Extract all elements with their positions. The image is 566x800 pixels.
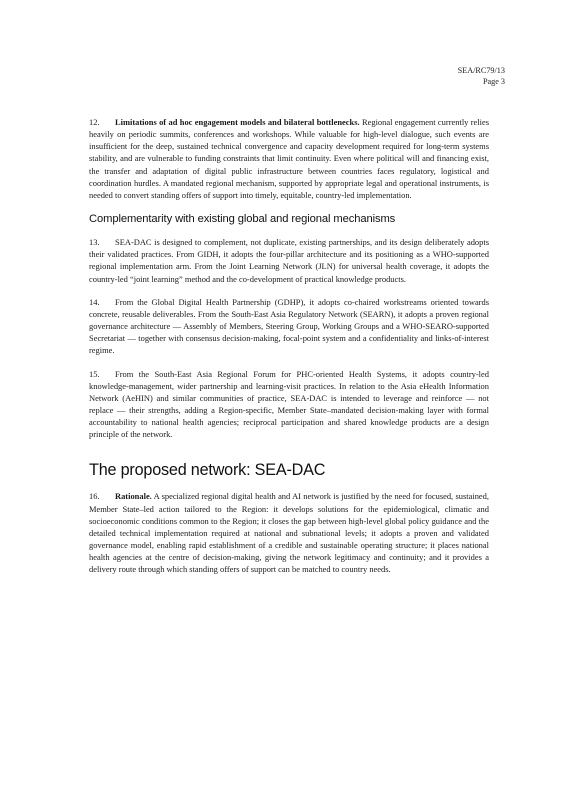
paragraph-13 [89, 236, 489, 285]
paragraph-number: 13. [89, 237, 100, 248]
paragraph-text: From the Global Digital Health Partnership (GDHP), it adopts co-chaired workstreams oriented towards concrete, reusable deliverables. From the South-East Asia Regulatory Network (SEARN), it adopts a proven regional governance architecture — Assembly of Members, Steering Group, Working Groups and a WHO-SEARO-supported Secretariat — together with consensus decision-making, focal-point system and a confidentiality and links-of-interest regime. [89, 296, 489, 356]
paragraph-16 [89, 490, 489, 575]
paragraph-text: Regional engagement currently relies heavily on periodic summits, conferences and workshops. While valuable for high-level dialogue, such events are insufficient for the deep, sustained technical convergence and capacity development required for long-term systems stability, and are vulnerable to funding constraints that limit continuity. Even where political will and financing exist, the transfer and adaptation of digital public infrastructure between countries faces regulatory, logistical and coordination hurdles. A mandated regional mechanism, supported by appropriate legal and operational instruments, is needed to convert standing offers of support into timely, equitable, country-led implementation. [89, 117, 490, 200]
document-code: SEA/RC79/13 [457, 66, 505, 75]
paragraph-text: SEA-DAC is designed to complement, not duplicate, existing partnerships, and its design deliberately adopts their validated practices. From GIDH, it adopts the four-pillar architecture and its positioning as a WHO-supported regional implementation arm. From the Joint Learning Network (JLN) for universal health coverage, it adopts the country-led “joint learning” method and the co-development of practical knowledge products. [89, 237, 489, 284]
section-heading-complementarity: Complementarity with existing global and regional mechanisms [89, 213, 396, 226]
paragraph-text: From the South-East Asia Regional Forum for PHC-oriented Health Systems, it adopts country-led knowledge-management, wider partnership and learning-visit practices. In relation to the Asia eHealth Information Network (AeHIN) and similar communities of practice, SEA-DAC is intended to leverage and reinforce — not replace — their strengths, adding a Region-specific, Member State–mandated decision-making layer with formal accountability to national health agencies; reciprocal participation and shared knowledge products are a design principle of the network. [89, 368, 489, 440]
paragraph-number: 15. [89, 368, 100, 379]
paragraph-text: A specialized regional digital health and AI network is justified by the need for focused, sustained, Member State–led action tailored to the Region: it develops solutions for the epidemiological, climatic and socioeconomic conditions common to the Region; it closes the gap between high-level global policy guidance and the detailed technical implementation required at national and subnational levels; it adopts a proven and validated governance model, enabling rapid establishment of a credible and sustainable operating structure; it places national health agencies at the centre of decision-making, giving the network legitimacy and continuity; and it provides a delivery route through which standing offers of support can be matched to country needs. [89, 491, 489, 575]
paragraph-15 [89, 368, 489, 441]
page-header [458, 66, 505, 87]
page-body [89, 116, 489, 587]
page-number: Page 3 [482, 76, 505, 86]
paragraph-number: 14. [89, 296, 100, 307]
paragraph-12 [89, 116, 489, 201]
paragraph-14 [89, 296, 489, 357]
paragraph-number: 12. [89, 117, 100, 127]
paragraph-number: 16. [89, 491, 100, 502]
paragraph-lead: Rationale. [115, 491, 152, 502]
paragraph-lead: Limitations of ad hoc engagement models and bilateral bottlenecks. [115, 117, 360, 127]
section-heading-proposed-network: The proposed network: SEA-DAC [89, 461, 326, 480]
